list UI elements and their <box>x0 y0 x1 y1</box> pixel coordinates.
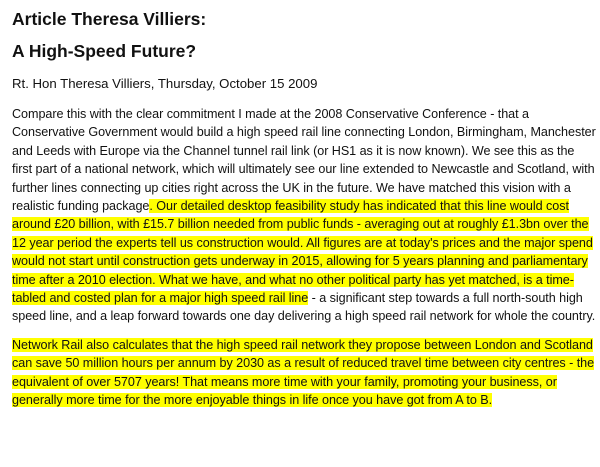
paragraph-1-tail: - a significant step towards a full north-south high speed line, and a leap forward towards one day delivering a high speed rail network for whole the country. <box>12 291 596 324</box>
paragraph-2 <box>12 336 596 410</box>
paragraph-1-text: Compare this with the clear commitment I made at the 2008 Conservative Conference - that a Conservative Government would build a high speed rail line connecting London, Birmingham, Manchester and Leeds with Europe via the Channel tunnel rail link (or HS1 as it is now known). We see this as the first part of a national network, which will ultimately see our line extended to Newcastle and Scotland, with further lines connecting up cities right across the UK in the future. We have matched this vision with a realistic funding package <box>12 107 596 214</box>
paragraph-1 <box>12 105 596 326</box>
paragraph-1-highlight: . Our detailed desktop feasibility study has indicated that this line would cost around £20 billion, with £15.7 billion needed from public funds - averaging out at roughly £1.3bn over the 12 year period the experts tell us construction would. All figures are at today's prices and the major spend would not start until construction gets underway in 2015, allowing for 5 years planning and parliamentary time after a 2010 election. What we have, and what no other political party has yet matched, is a time-tabled and costed plan for a major high speed rail line <box>12 199 593 306</box>
article <box>12 8 596 410</box>
article-title-line-2: A High-Speed Future? <box>12 41 197 61</box>
article-title-line-1: Article Theresa Villiers: <box>12 9 207 29</box>
byline: Rt. Hon Theresa Villiers, Thursday, October 15 2009 <box>12 76 318 91</box>
paragraph-2-highlight: Network Rail also calculates that the high speed rail network they propose between London and Scotland can save 50 million hours per annum by 2030 as a result of reduced travel time between city centres - the equivalent of over 5707 years! That means more time with your family, promoting your business, or generally more time for the more enjoyable things in life once you have got from A to B. <box>12 337 595 408</box>
